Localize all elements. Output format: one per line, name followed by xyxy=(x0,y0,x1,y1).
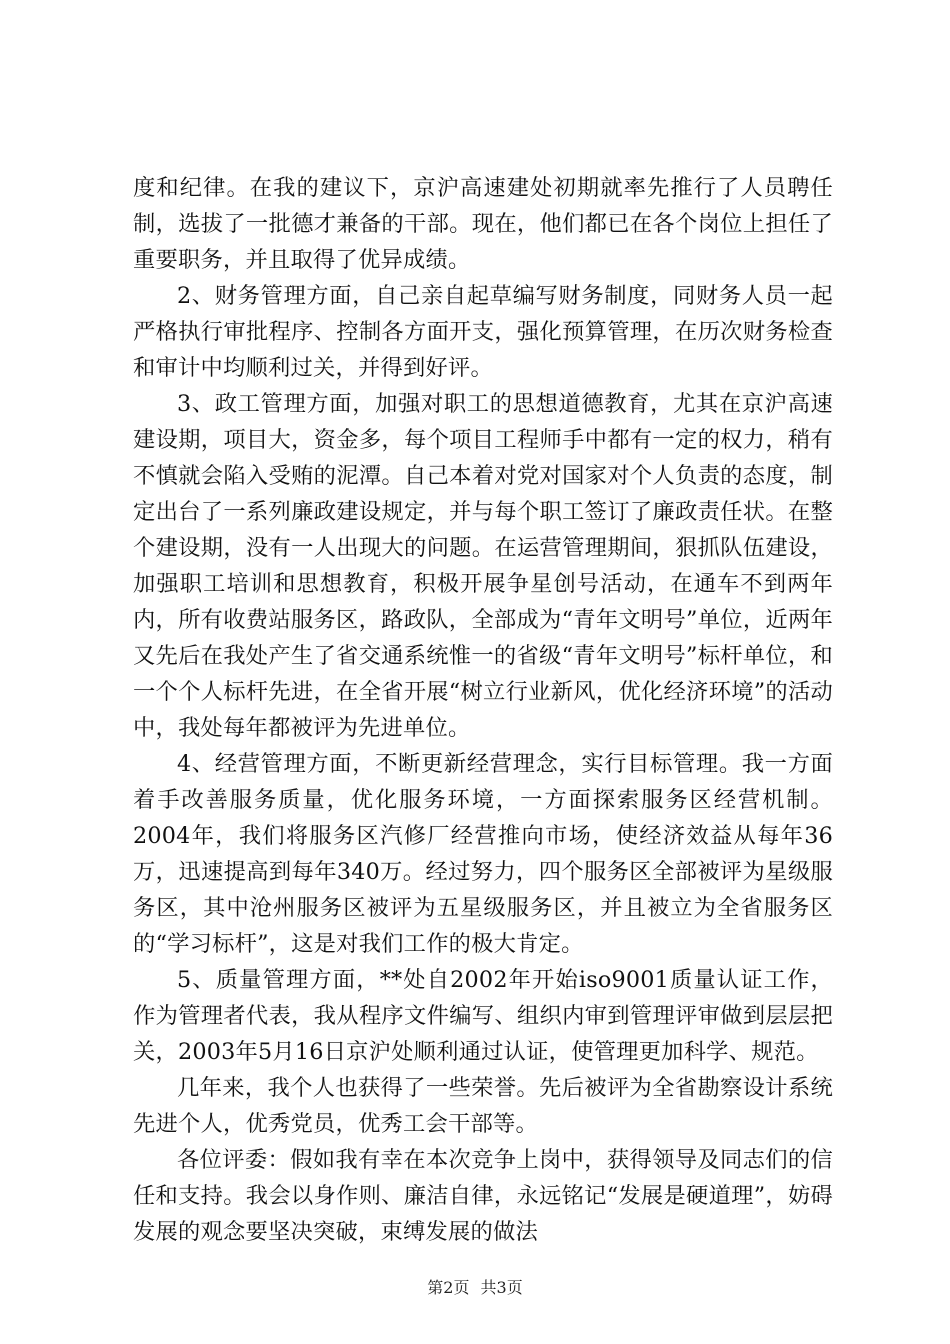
paragraph-quality-management: 5、质量管理方面，**处自2002年开始iso9001质量认证工作，作为管理者代表，我从程序文件编写、组织内审到管理评审做到层层把关，2003年5月16日京沪处顺利通过认证，使管理更加科学、规范。 xyxy=(133,967,833,1065)
page-total: 共3页 xyxy=(480,1278,523,1297)
paragraph-closing: 各位评委：假如我有幸在本次竞争上岗中，获得领导及同志们的信任和支持。我会以身作则、廉洁自律，永远铭记“发展是硬道理”，妨碍发展的观念要坚决突破，束缚发展的做法 xyxy=(133,1147,833,1245)
paragraph-political-work: 3、政工管理方面，加强对职工的思想道德教育，尤其在京沪高速建设期，项目大，资金多，每个项目工程师手中都有一定的权力，稍有不慎就会陷入受贿的泥潭。自己本着对党对国家对个人负责的态度，制定出台了一系列廉政建设规定，并与每个职工签订了廉政责任状。在整个建设期，没有一人出现大的问题。在运营管理期间，狠抓队伍建设，加强职工培训和思想教育，积极开展争星创号活动，在通车不到两年内，所有收费站服务区，路政队，全部成为“青年文明号”单位，近两年又先后在我处产生了省交通系统惟一的省级“青年文明号”标杆单位，和一个个人标杆先进，在全省开展“树立行业新风，优化经济环境”的活动中，我处每年都被评为先进单位。 xyxy=(133,391,833,741)
paragraph-honors: 几年来，我个人也获得了一些荣誉。先后被评为全省勘察设计系统先进个人，优秀党员，优秀工会干部等。 xyxy=(133,1075,833,1137)
page-number: 第2页 xyxy=(427,1278,470,1297)
paragraph-finance-management: 2、财务管理方面，自己亲自起草编写财务制度，同财务人员一起严格执行审批程序、控制各方面开支，强化预算管理，在历次财务检查和审计中均顺利过关，并得到好评。 xyxy=(133,283,833,381)
paragraph-continuation: 度和纪律。在我的建议下，京沪高速建处初期就率先推行了人员聘任制，选拔了一批德才兼备的干部。现在，他们都已在各个岗位上担任了重要职务，并且取得了优异成绩。 xyxy=(133,175,833,273)
page-footer xyxy=(0,1278,950,1298)
document-body xyxy=(133,170,833,1250)
paragraph-business-management: 4、经营管理方面，不断更新经营理念，实行目标管理。我一方面着手改善服务质量，优化服务环境，一方面探索服务区经营机制。2004年，我们将服务区汽修厂经营推向市场，使经济效益从每年36万，迅速提高到每年340万。经过努力，四个服务区全部被评为星级服务区，其中沧州服务区被评为五星级服务区，并且被立为全省服务区的“学习标杆”，这是对我们工作的极大肯定。 xyxy=(133,751,833,957)
